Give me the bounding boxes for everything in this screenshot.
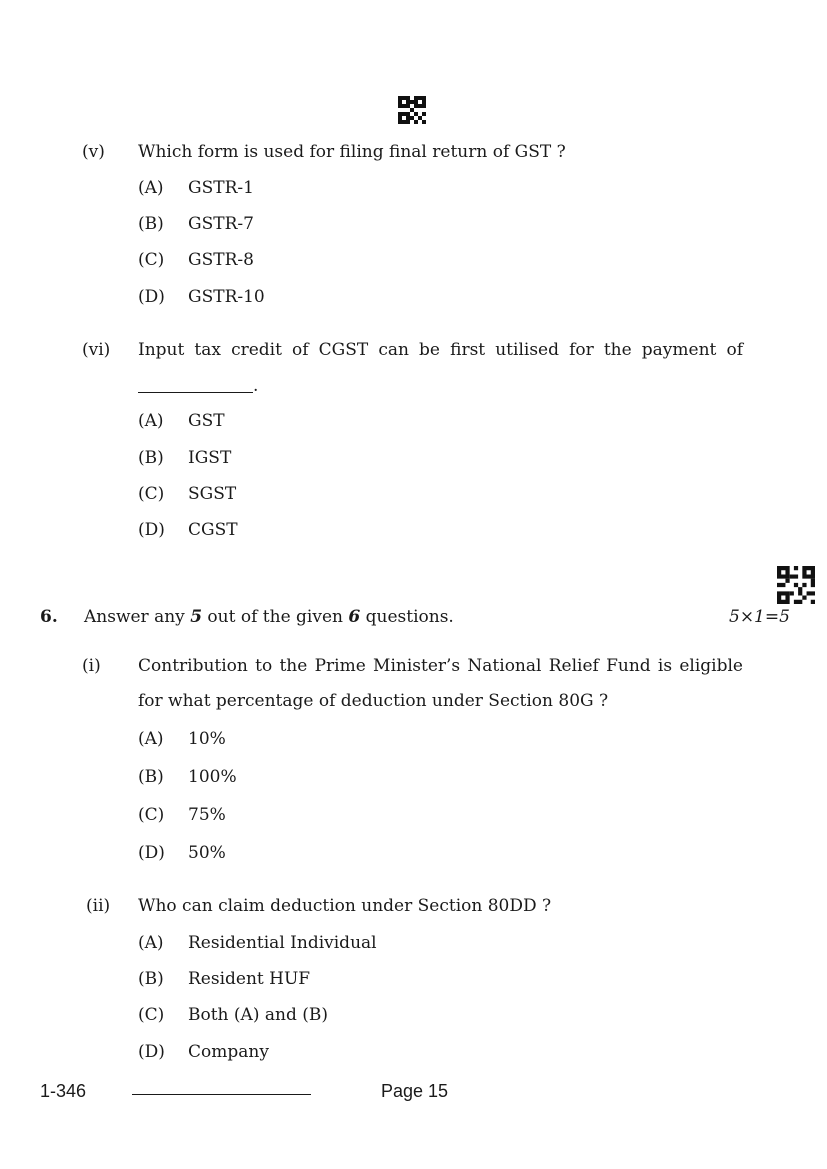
option-text: 50% — [188, 843, 226, 863]
question-text: Which form is used for filing final return of GST ? — [138, 142, 566, 162]
instruction-text: Answer any — [84, 607, 191, 627]
qr-code-icon — [398, 96, 426, 124]
option-text: Residential Individual — [188, 933, 377, 953]
page-number: Page 15 — [381, 1081, 449, 1101]
question-number: (i) — [82, 656, 101, 676]
question-text: Contribution to the Prime Minister’s National Relief Fund is eligible — [138, 656, 743, 676]
option-label: (B) — [138, 767, 164, 787]
option-text: IGST — [188, 448, 232, 468]
option-text: CGST — [188, 520, 238, 540]
option-label: (B) — [138, 448, 164, 468]
question-number: (ii) — [86, 896, 111, 916]
option-text: SGST — [188, 484, 237, 504]
option-label: (C) — [138, 1005, 165, 1025]
option-label: (A) — [138, 178, 164, 198]
option-label: (C) — [138, 250, 165, 270]
option-label: (D) — [138, 1042, 165, 1062]
option-label: (D) — [138, 287, 165, 307]
question-text: Input tax credit of CGST can be first utilised for the payment of — [138, 340, 743, 360]
question-text: for what percentage of deduction under Section 80G ? — [138, 691, 609, 711]
instruction-number: 5 — [190, 607, 203, 627]
question-number: (v) — [82, 142, 105, 162]
option-label: (C) — [138, 805, 165, 825]
option-label: (D) — [138, 520, 165, 540]
option-text: GSTR-7 — [188, 214, 254, 234]
option-text: Both (A) and (B) — [188, 1005, 328, 1025]
answer-blank — [138, 392, 253, 393]
question-number: 6. — [40, 607, 58, 627]
option-text: 10% — [188, 729, 226, 749]
option-text: Company — [188, 1042, 269, 1062]
option-text: Resident HUF — [188, 969, 311, 989]
instruction-text: questions. — [360, 607, 454, 627]
qr-code-top — [398, 96, 426, 124]
qr-code-right — [777, 566, 815, 604]
instruction-text: out of the given — [202, 607, 349, 627]
marks-allocation: 5×1=5 — [729, 607, 790, 627]
option-label: (A) — [138, 729, 164, 749]
option-text: GSTR-8 — [188, 250, 254, 270]
option-text: GSTR-1 — [188, 178, 254, 198]
option-label: (C) — [138, 484, 165, 504]
question-instruction — [84, 607, 454, 627]
option-label: (B) — [138, 214, 164, 234]
footer-rule — [132, 1094, 311, 1095]
option-label: (B) — [138, 969, 164, 989]
option-label: (A) — [138, 933, 164, 953]
option-text: 75% — [188, 805, 226, 825]
option-label: (A) — [138, 411, 164, 431]
instruction-number: 6 — [348, 607, 361, 627]
qr-code-icon — [777, 566, 815, 604]
question-text: Who can claim deduction under Section 80DD ? — [138, 896, 552, 916]
paper-code: 1-346 — [40, 1081, 87, 1101]
option-text: GSTR-10 — [188, 287, 265, 307]
question-number: (vi) — [82, 340, 111, 360]
option-text: GST — [188, 411, 225, 431]
option-text: 100% — [188, 767, 237, 787]
option-label: (D) — [138, 843, 165, 863]
blank-period: . — [253, 376, 259, 396]
